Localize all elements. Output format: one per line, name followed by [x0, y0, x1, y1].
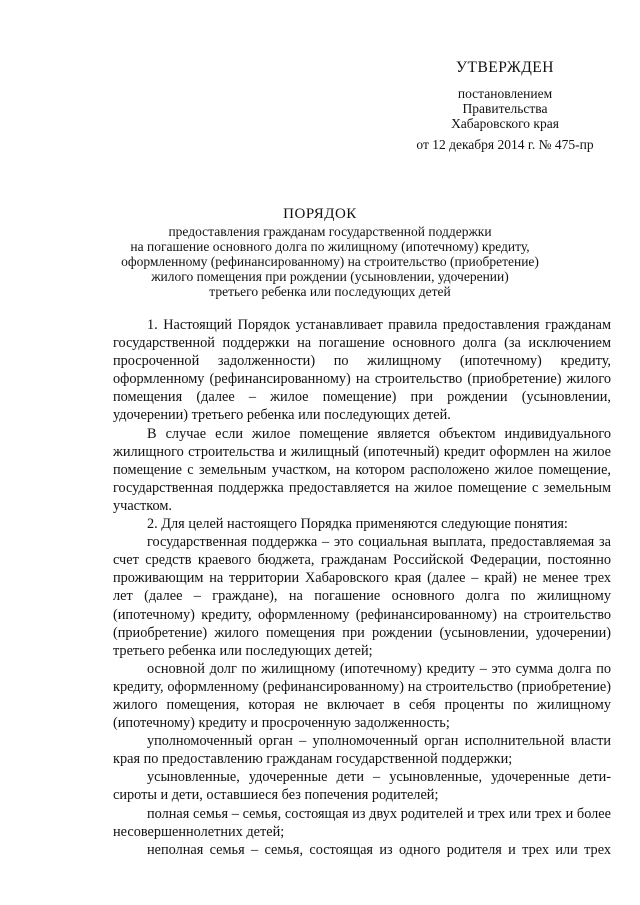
subtitle-line: на погашение основного долга по жилищному (ипотечному) кредиту,	[130, 239, 530, 254]
definition-authorized-body: уполномоченный орган – уполномоченный орган исполнительной власти края по предоставлению гражданам государственной поддержки;	[113, 733, 611, 768]
approval-line-region: Хабаровского края	[451, 116, 559, 131]
definition-state-support: государственная поддержка – это социальная выплата, предоставляемая за счет средств краевого бюджета, гражданам Российской Федерации, постоянно проживающим на территории Хабаровского края (далее – край) не менее трех лет (далее – граждане), на погашение основного долга по жилищному (ипотечному) кредиту, оформленному (рефинансированному) на строительство (приобретение) жилого помещения при рождении (усыновлении, удочерении) третьего ребенка или последующих детей;	[113, 534, 611, 659]
paragraph-2-definitions: 2. Для целей настоящего Порядка применяются следующие понятия:	[147, 516, 568, 533]
definition-adopted-children: усыновленные, удочеренные дети – усыновленные, удочеренные дети-сироты и дети, оставшиеся без попечения родителей;	[113, 769, 611, 804]
definition-full-family: полная семья – семья, состоящая из двух родителей и трех или трех и более несовершеннолетних детей;	[113, 805, 611, 840]
approval-date-number: от 12 декабря 2014 г. № 475-пр	[416, 137, 594, 152]
approval-line-decree: постановлением	[457, 86, 553, 101]
approved-heading: УТВЕРЖДЕН	[456, 59, 554, 76]
document-subtitle	[100, 224, 560, 299]
subtitle-line: предоставления гражданам государственной поддержки	[168, 224, 492, 239]
definition-single-parent-family: неполная семья – семья, состоящая из одного родителя и трех или трех	[147, 841, 611, 858]
document-title: ПОРЯДОК	[283, 206, 357, 222]
subtitle-line: третьего ребенка или последующих детей	[209, 284, 451, 299]
paragraph-1-purpose: 1. Настоящий Порядок устанавливает правила предоставления гражданам государственной поддержки на погашение основного долга (за исключением просроченной задолженности) по жилищному (ипотечному) кредиту, оформленному (рефинансированному) на строительство (приобретение) жилого помещения (далее – жилое помещение) при рождении (усыновлении, удочерении) третьего ребенка или последующих детей.	[113, 317, 611, 424]
document-body	[113, 316, 611, 859]
approval-line-government: Правительства	[462, 101, 548, 116]
subtitle-line: жилого помещения при рождении (усыновлении, удочерении)	[151, 269, 509, 284]
subtitle-line: оформленному (рефинансированному) на строительство (приобретение)	[121, 254, 539, 269]
paragraph-land-plot: В случае если жилое помещение является объектом индивидуального жилищного строительства и жилищный (ипотечный) кредит оформлен на жилое помещение с земельным участком, на котором расположено жилое помещение, государственная поддержка предоставляется на жилое помещение с земельным участком.	[113, 425, 611, 514]
definition-principal-debt: основной долг по жилищному (ипотечному) кредиту – это сумма долга по кредиту, оформленному (рефинансированному) на строительство (приобретение) жилого помещения, которая не включает в себя проценты по жилищному (ипотечному) кредиту и просроченную задолженность;	[113, 660, 611, 732]
approval-stamp-block	[380, 58, 630, 152]
